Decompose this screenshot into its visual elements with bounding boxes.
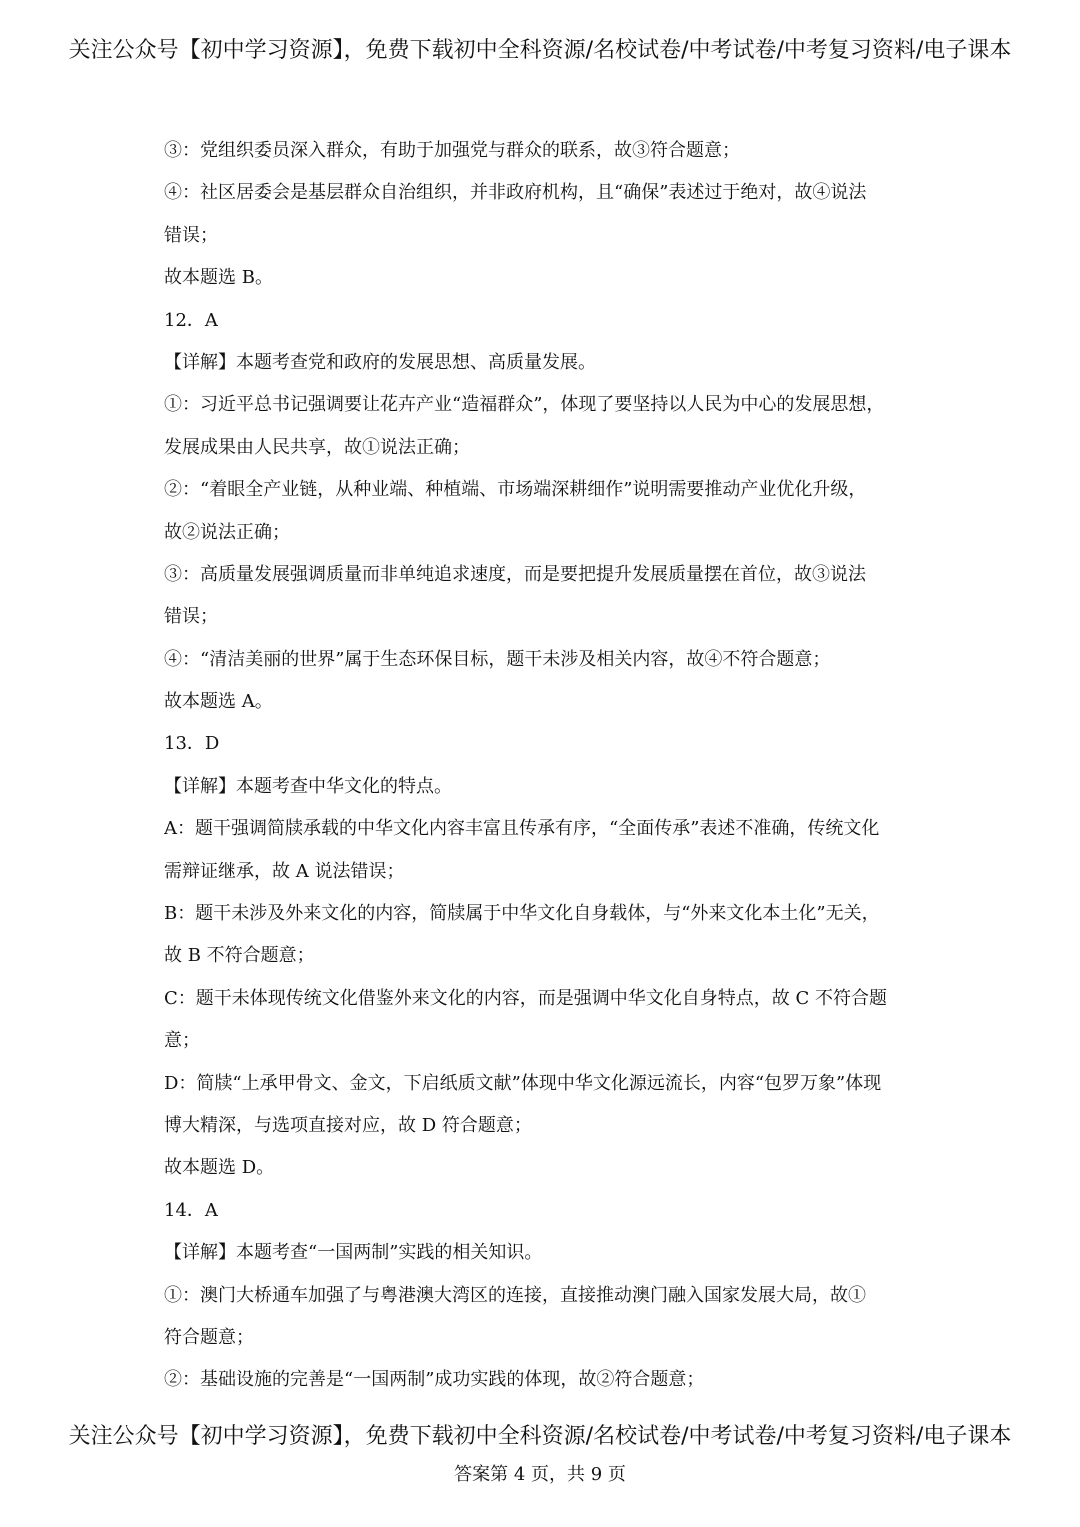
text-line: 发展成果由人民共享，故①说法正确； xyxy=(164,436,470,458)
text-line: 错误； xyxy=(164,606,218,628)
text-line: 博大精深，与选项直接对应，故 D 符合题意； xyxy=(164,1114,532,1136)
text-line: 意； xyxy=(164,1030,200,1052)
text-line: ④：“清洁美丽的世界”属于生态环保目标，题干未涉及相关内容，故④不符合题意； xyxy=(164,648,831,670)
text-line: ①：澳门大桥通车加强了与粤港澳大湾区的连接，直接推动澳门融入国家发展大局，故① xyxy=(164,1284,866,1306)
text-line: 故本题选 D。 xyxy=(164,1157,275,1179)
text-line: 【详解】本题考查“一国两制”实践的相关知识。 xyxy=(164,1242,543,1264)
header-banner: 关注公众号【初中学习资源】，免费下载初中全科资源/名校试卷/中考试卷/中考复习资料/电子课本 xyxy=(68,38,1012,63)
text-line: 【详解】本题考查党和政府的发展思想、高质量发展。 xyxy=(164,351,596,373)
text-line: 故本题选 B。 xyxy=(164,267,273,289)
text-line: 故②说法正确； xyxy=(164,521,290,543)
text-line: 故 B 不符合题意； xyxy=(164,945,315,967)
text-line: 需辩证继承，故 A 说法错误； xyxy=(164,860,405,882)
page-number: 答案第 4 页，共 9 页 xyxy=(454,1464,626,1485)
text-line: 符合题意； xyxy=(164,1326,254,1348)
footer-banner: 关注公众号【初中学习资源】，免费下载初中全科资源/名校试卷/中考试卷/中考复习资料/电子课本 xyxy=(68,1424,1012,1449)
text-line: 错误； xyxy=(164,224,218,246)
question-number: 12．A xyxy=(164,309,218,331)
text-line: ③：高质量发展强调质量而非单纯追求速度，而是要把提升发展质量摆在首位，故③说法 xyxy=(164,563,866,585)
text-line: B：题干未涉及外来文化的内容，简牍属于中华文化自身载体，与“外来文化本土化”无关， xyxy=(164,903,880,925)
text-line: ②：“着眼全产业链，从种业端、种植端、市场端深耕细作”说明需要推动产业优化升级， xyxy=(164,479,867,501)
text-line: ②：基础设施的完善是“一国两制”成功实践的体现，故②符合题意； xyxy=(164,1369,705,1391)
text-line: ④：社区居委会是基层群众自治组织，并非政府机构，且“确保”表述过于绝对，故④说法 xyxy=(164,182,867,204)
question-number: 14．A xyxy=(164,1199,218,1221)
text-line: A：题干强调简牍承载的中华文化内容丰富且传承有序，“全面传承”表述不准确，传统文化 xyxy=(164,818,880,840)
text-line: C：题干未体现传统文化借鉴外来文化的内容，而是强调中华文化自身特点，故 C 不符合题 xyxy=(164,987,887,1009)
text-line: ①：习近平总书记强调要让花卉产业“造福群众”，体现了要坚持以人民为中心的发展思想， xyxy=(164,394,885,416)
text-line: D：简牍“上承甲骨文、金文，下启纸质文献”体现中华文化源远流长，内容“包罗万象”体现 xyxy=(164,1072,882,1094)
answer-body xyxy=(164,130,934,1402)
text-line: 故本题选 A。 xyxy=(164,691,273,713)
question-number: 13．D xyxy=(164,733,220,755)
text-line: 【详解】本题考查中华文化的特点。 xyxy=(164,775,452,797)
text-line: ③：党组织委员深入群众，有助于加强党与群众的联系，故③符合题意； xyxy=(164,140,740,161)
